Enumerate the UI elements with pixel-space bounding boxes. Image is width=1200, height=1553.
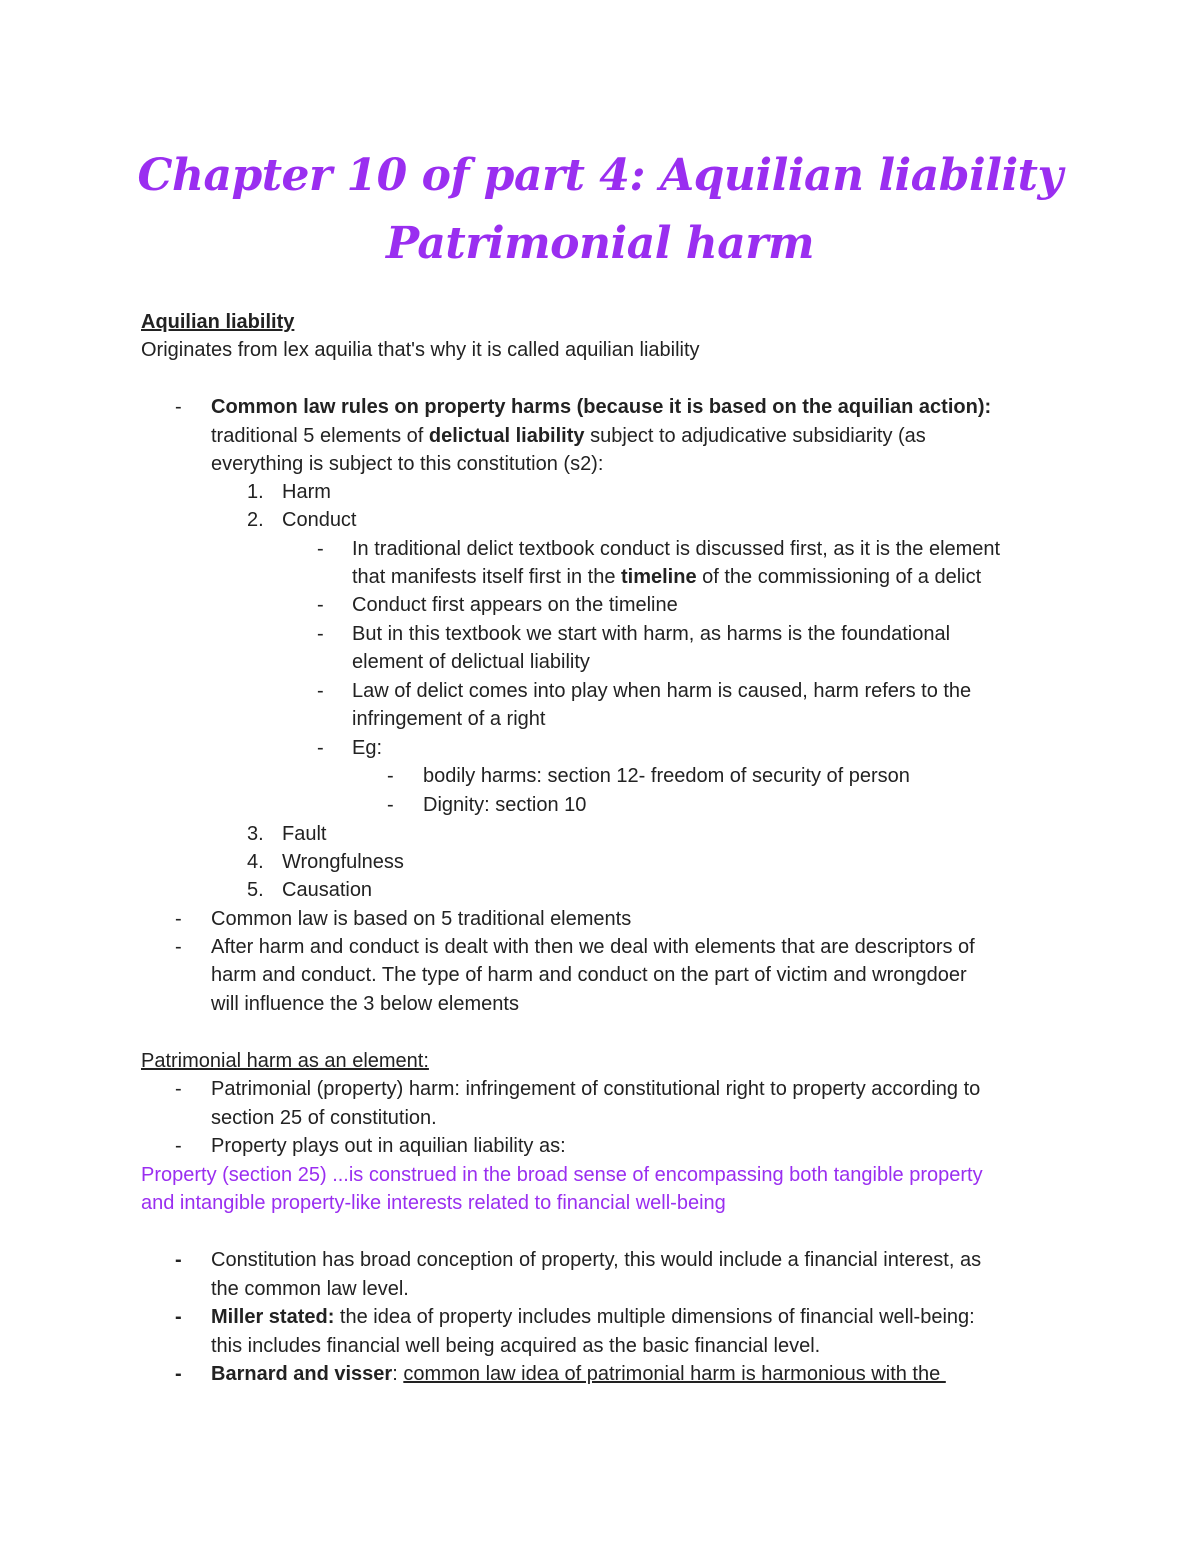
example-dignity: Dignity: section 10	[423, 794, 587, 816]
dash-marker: -	[175, 396, 182, 418]
list-number: 2.	[247, 509, 264, 531]
constitution-line1: Constitution has broad conception of property, this would include a financial interest, as	[211, 1249, 982, 1271]
dash-marker: -	[387, 794, 394, 816]
example-bodily-harms: bodily harms: section 12- freedom of security of person	[423, 765, 910, 787]
list-number: 5.	[247, 879, 264, 901]
conduct-sub4-line2: infringement of a right	[352, 708, 546, 730]
section-heading-patrimonial: Patrimonial harm as an element:	[141, 1050, 429, 1072]
barnard-underlined: common law idea of patrimonial harm is harmonious with the	[403, 1363, 946, 1385]
dash-marker: -	[175, 1363, 182, 1385]
bullet2-text: Common law is based on 5 traditional elements	[211, 908, 632, 930]
element-causation: Causation	[282, 879, 373, 901]
dash-marker: -	[175, 936, 182, 958]
miller-line1	[211, 1303, 975, 1331]
conduct-sub1-bold: timeline	[621, 566, 697, 588]
bullet1-line2	[211, 422, 926, 450]
conduct-sub5: Eg:	[352, 737, 383, 759]
list-number: 4.	[247, 851, 264, 873]
list-number: 3.	[247, 823, 264, 845]
dash-marker: -	[317, 594, 324, 616]
miller-text: the idea of property includes multiple dimensions of financial well-being:	[334, 1306, 975, 1328]
conduct-sub1-text-c: of the commissioning of a delict	[696, 566, 982, 588]
element-fault: Fault	[282, 823, 327, 845]
bullet1-text-b: subject to adjudicative subsidiarity (as	[584, 425, 926, 447]
miller-line2: this includes financial well being acquired as the basic financial level.	[211, 1335, 821, 1357]
dash-marker: -	[175, 908, 182, 930]
bullet1-bold-mid: delictual liability	[428, 425, 585, 447]
document-title-line2: Patrimonial harm	[385, 218, 815, 269]
dash-marker: -	[175, 1135, 182, 1157]
barnard-bold: Barnard and visser	[211, 1363, 393, 1385]
conduct-sub4-line1: Law of delict comes into play when harm is caused, harm refers to the	[352, 680, 972, 702]
conduct-sub1-line1: In traditional delict textbook conduct is discussed first, as it is the element	[352, 538, 1001, 560]
dash-marker: -	[317, 680, 324, 702]
conduct-sub2: Conduct first appears on the timeline	[352, 594, 678, 616]
dash-marker: -	[317, 538, 324, 560]
element-wrongfulness: Wrongfulness	[282, 851, 404, 873]
bullet3-line3: will influence the 3 below elements	[211, 993, 519, 1015]
element-conduct: Conduct	[282, 509, 357, 531]
constitution-line2: the common law level.	[211, 1278, 409, 1300]
element-harm: Harm	[282, 481, 331, 503]
dash-marker: -	[317, 623, 324, 645]
quote-line2: and intangible property-like interests related to financial well-being	[141, 1192, 726, 1214]
conduct-sub1-line2	[352, 563, 981, 591]
dash-marker: -	[175, 1306, 182, 1328]
bullet1-text-a: traditional 5 elements of	[211, 425, 429, 447]
conduct-sub3-line2: element of delictual liability	[352, 651, 590, 673]
dash-marker: -	[317, 737, 324, 759]
list-number: 1.	[247, 481, 264, 503]
bullet3-line1: After harm and conduct is dealt with then we deal with elements that are descriptors of	[211, 936, 975, 958]
document-title-line1: Chapter 10 of part 4: Aquilian liability	[137, 150, 1063, 201]
barnard-colon: :	[392, 1363, 404, 1385]
conduct-sub3-line1: But in this textbook we start with harm, as harms is the foundational	[352, 623, 951, 645]
bullet1-line3: everything is subject to this constitution (s2):	[211, 453, 604, 475]
quote-line1: Property (section 25) ...is construed in the broad sense of encompassing both tangible property	[141, 1164, 983, 1186]
patrimonial-b1-line2: section 25 of constitution.	[211, 1107, 437, 1129]
bullet1-bold-lead: Common law rules on property harms (because it is based on the aquilian action):	[211, 396, 992, 418]
patrimonial-b2: Property plays out in aquilian liability as:	[211, 1135, 566, 1157]
dash-marker: -	[175, 1078, 182, 1100]
section-heading-aquilian: Aquilian liability	[141, 311, 295, 333]
barnard-line	[211, 1360, 946, 1388]
patrimonial-b1-line1: Patrimonial (property) harm: infringement of constitutional right to property according to	[211, 1078, 981, 1100]
dash-marker: -	[387, 765, 394, 787]
miller-bold: Miller stated:	[211, 1306, 335, 1328]
conduct-sub1-text-a: that manifests itself first in the	[352, 566, 621, 588]
bullet3-line2: harm and conduct. The type of harm and conduct on the part of victim and wrongdoer	[211, 964, 967, 986]
intro-text: Originates from lex aquilia that's why it is called aquilian liability	[141, 339, 700, 361]
dash-marker: -	[175, 1249, 182, 1271]
